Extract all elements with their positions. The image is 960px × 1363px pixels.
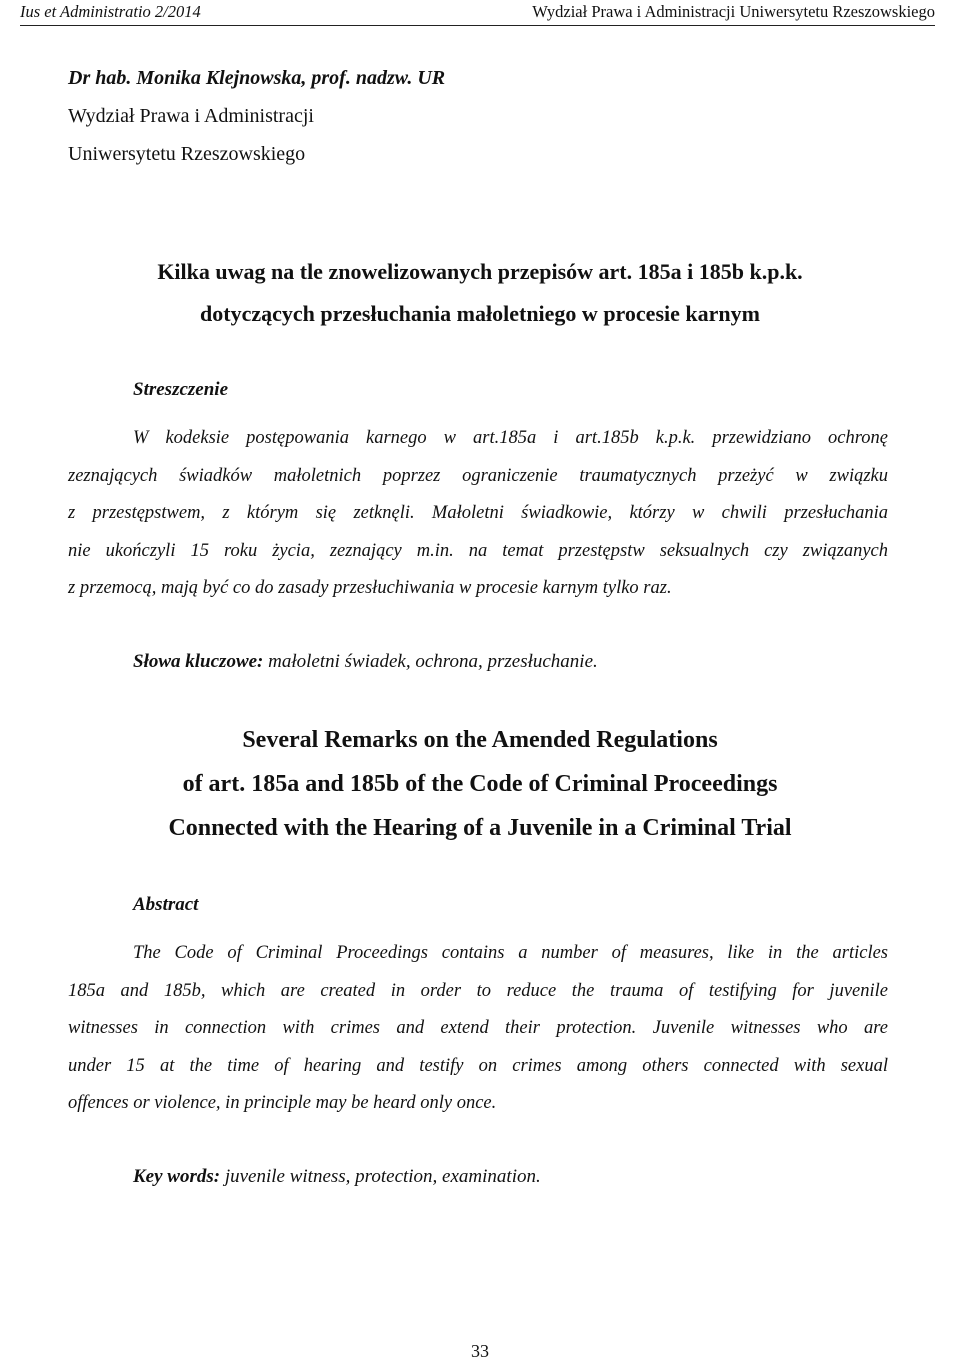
abstract-line: The Code of Criminal Proceedings contains a number of measures, like in the articles [133, 943, 888, 963]
english-title-line-2: of art. 185a and 185b of the Code of Criminal Proceedings [182, 771, 778, 797]
polish-keywords-value: małoletni świadek, ochrona, przesłuchanie. [263, 651, 598, 672]
author-block [68, 59, 445, 173]
abstract-line: offences or violence, in principle may be heard only once. [68, 1093, 497, 1113]
english-keywords [133, 1163, 541, 1191]
polish-keywords [133, 648, 598, 676]
english-keywords-label: Key words: [133, 1166, 221, 1187]
abstract-line: witnesses in connection with crimes and extend their protection. Juvenile witnesses who are [68, 1018, 888, 1038]
polish-title [0, 251, 960, 335]
author-affiliation-line-2: Uniwersytetu Rzeszowskiego [68, 143, 306, 165]
summary-heading: Streszczenie [133, 379, 228, 400]
polish-keywords-label: Słowa kluczowe: [133, 651, 264, 672]
english-title-line-3: Connected with the Hearing of a Juvenile in a Criminal Trial [168, 815, 792, 841]
abstract-line: 185a and 185b, which are created in order to reduce the trauma of testifying for juvenile [68, 980, 888, 1001]
polish-title-line-1: Kilka uwag na tle znowelizowanych przepisów art. 185a i 185b k.p.k. [157, 259, 803, 284]
abstract-text [68, 935, 888, 1123]
author-affiliation-line-1: Wydział Prawa i Administracji [68, 105, 314, 127]
running-header [20, 0, 935, 28]
abstract-heading: Abstract [133, 894, 199, 915]
abstract-line: under 15 at the time of hearing and testify on crimes among others connected with sexual [68, 1055, 888, 1076]
summary-line: zeznających świadków małoletnich poprzez ograniczenie traumatycznych przeżyć w związku [68, 465, 888, 486]
summary-text [68, 420, 888, 608]
summary-line: z przestępstwem, z którym się zetknęli. Małoletni świadkowie, którzy w chwili przesłuchania [68, 503, 888, 523]
header-divider [20, 25, 935, 26]
english-keywords-value: juvenile witness, protection, examination. [220, 1166, 541, 1187]
faculty-name: Wydział Prawa i Administracji Uniwersytetu Rzeszowskiego [532, 2, 935, 21]
english-title [0, 718, 960, 850]
author-name: Dr hab. Monika Klejnowska, prof. nadzw. UR [68, 67, 446, 89]
summary-line: W kodeksie postępowania karnego w art.185a i art.185b k.p.k. przewidziano ochronę [133, 428, 888, 448]
english-title-line-1: Several Remarks on the Amended Regulations [242, 727, 718, 753]
summary-line: nie ukończyli 15 roku życia, zeznający m.in. na temat przestępstw seksualnych czy związanych [68, 540, 888, 561]
summary-line: z przemocą, mają być co do zasady przesłuchiwania w procesie karnym tylko raz. [68, 578, 672, 598]
polish-title-line-2: dotyczących przesłuchania małoletniego w procesie karnym [200, 301, 760, 326]
journal-issue: Ius et Administratio 2/2014 [20, 2, 201, 21]
page-number: 33 [471, 1341, 489, 1361]
